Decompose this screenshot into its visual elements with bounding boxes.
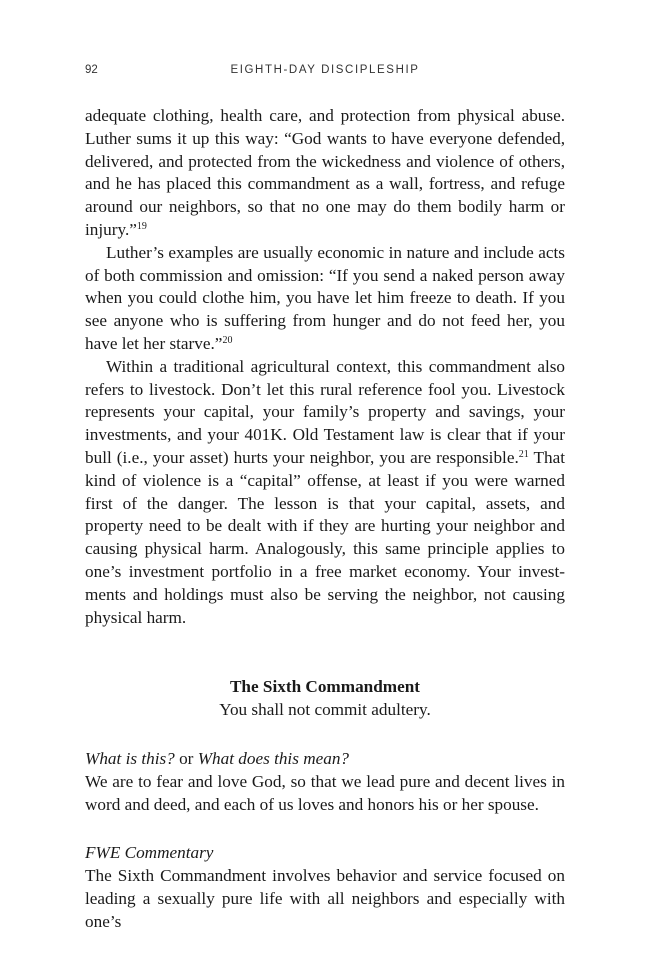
section-subtitle: You shall not commit adultery. [219, 700, 431, 720]
paragraph: Within a traditional agricultural context, this commandment also refers to livestock. Don’t let this rural reference fool you. Livestock represents your capital, your family’s property and savings, your investments, and your 401K. Old Testament law is clear that if your bull (i.e., your asset) hurts your neighbor, you are responsible.$^{21}$ That kind of violence is a “capital” offense, at least if you were warned first of the danger. The lesson is that your capital, assets, and property need to be dealt with if they are hurting your neighbor and causing physical harm. Analogously, this same principle applies to one’s investment portfolio in a free market economy. Your investments and holdings must also be serving the neighbor, not causing physical harm. [85, 356, 565, 627]
footnote-ref[interactable]: 19 [136, 220, 147, 232]
catechism-question [85, 748, 565, 816]
commentary-block [85, 842, 565, 933]
paragraph: adequate clothing, health care, and protection from physical abuse. Luther sums it up this way: “God wants to have everyone defended, delivered, and protected from the wickedness and violence of others, and he has placed this commandment as a wall, fortress, and refuge around our neighbors, so that no one may do them bodily harm or injury.”$^{19}$ [85, 106, 565, 239]
running-title: EIGHTH-DAY DISCIPLESHIP [230, 64, 420, 76]
commentary-label: FWE Commentary [85, 843, 214, 863]
paragraph: Luther’s examples are usually economic in nature and include acts of both commission and omission: “If you send a naked person away when you could clothe him, you have let him freeze to death. If you see anyone who is suffering from hunger and do not feed her, you have let her starve.”$^{20}$ [85, 242, 565, 353]
section-heading [85, 676, 565, 722]
section-title: The Sixth Commandment [229, 677, 421, 697]
commentary-text: The Sixth Commandment involves behavior and service focused on leading a sexually pure life with all neighbors and especially with one’s [85, 866, 565, 931]
page-body [85, 105, 565, 934]
footnote-ref[interactable]: 21 [518, 448, 529, 460]
running-header [85, 64, 565, 82]
catechism-answer: We are to fear and love God, so that we lead pure and decent lives in word and deed, and each of us loves and honors his or her spouse. [85, 771, 565, 814]
question-line: What is this? or What does this mean? [85, 748, 350, 768]
page-number: 92 [85, 64, 98, 76]
footnote-ref[interactable]: 20 [222, 334, 233, 346]
